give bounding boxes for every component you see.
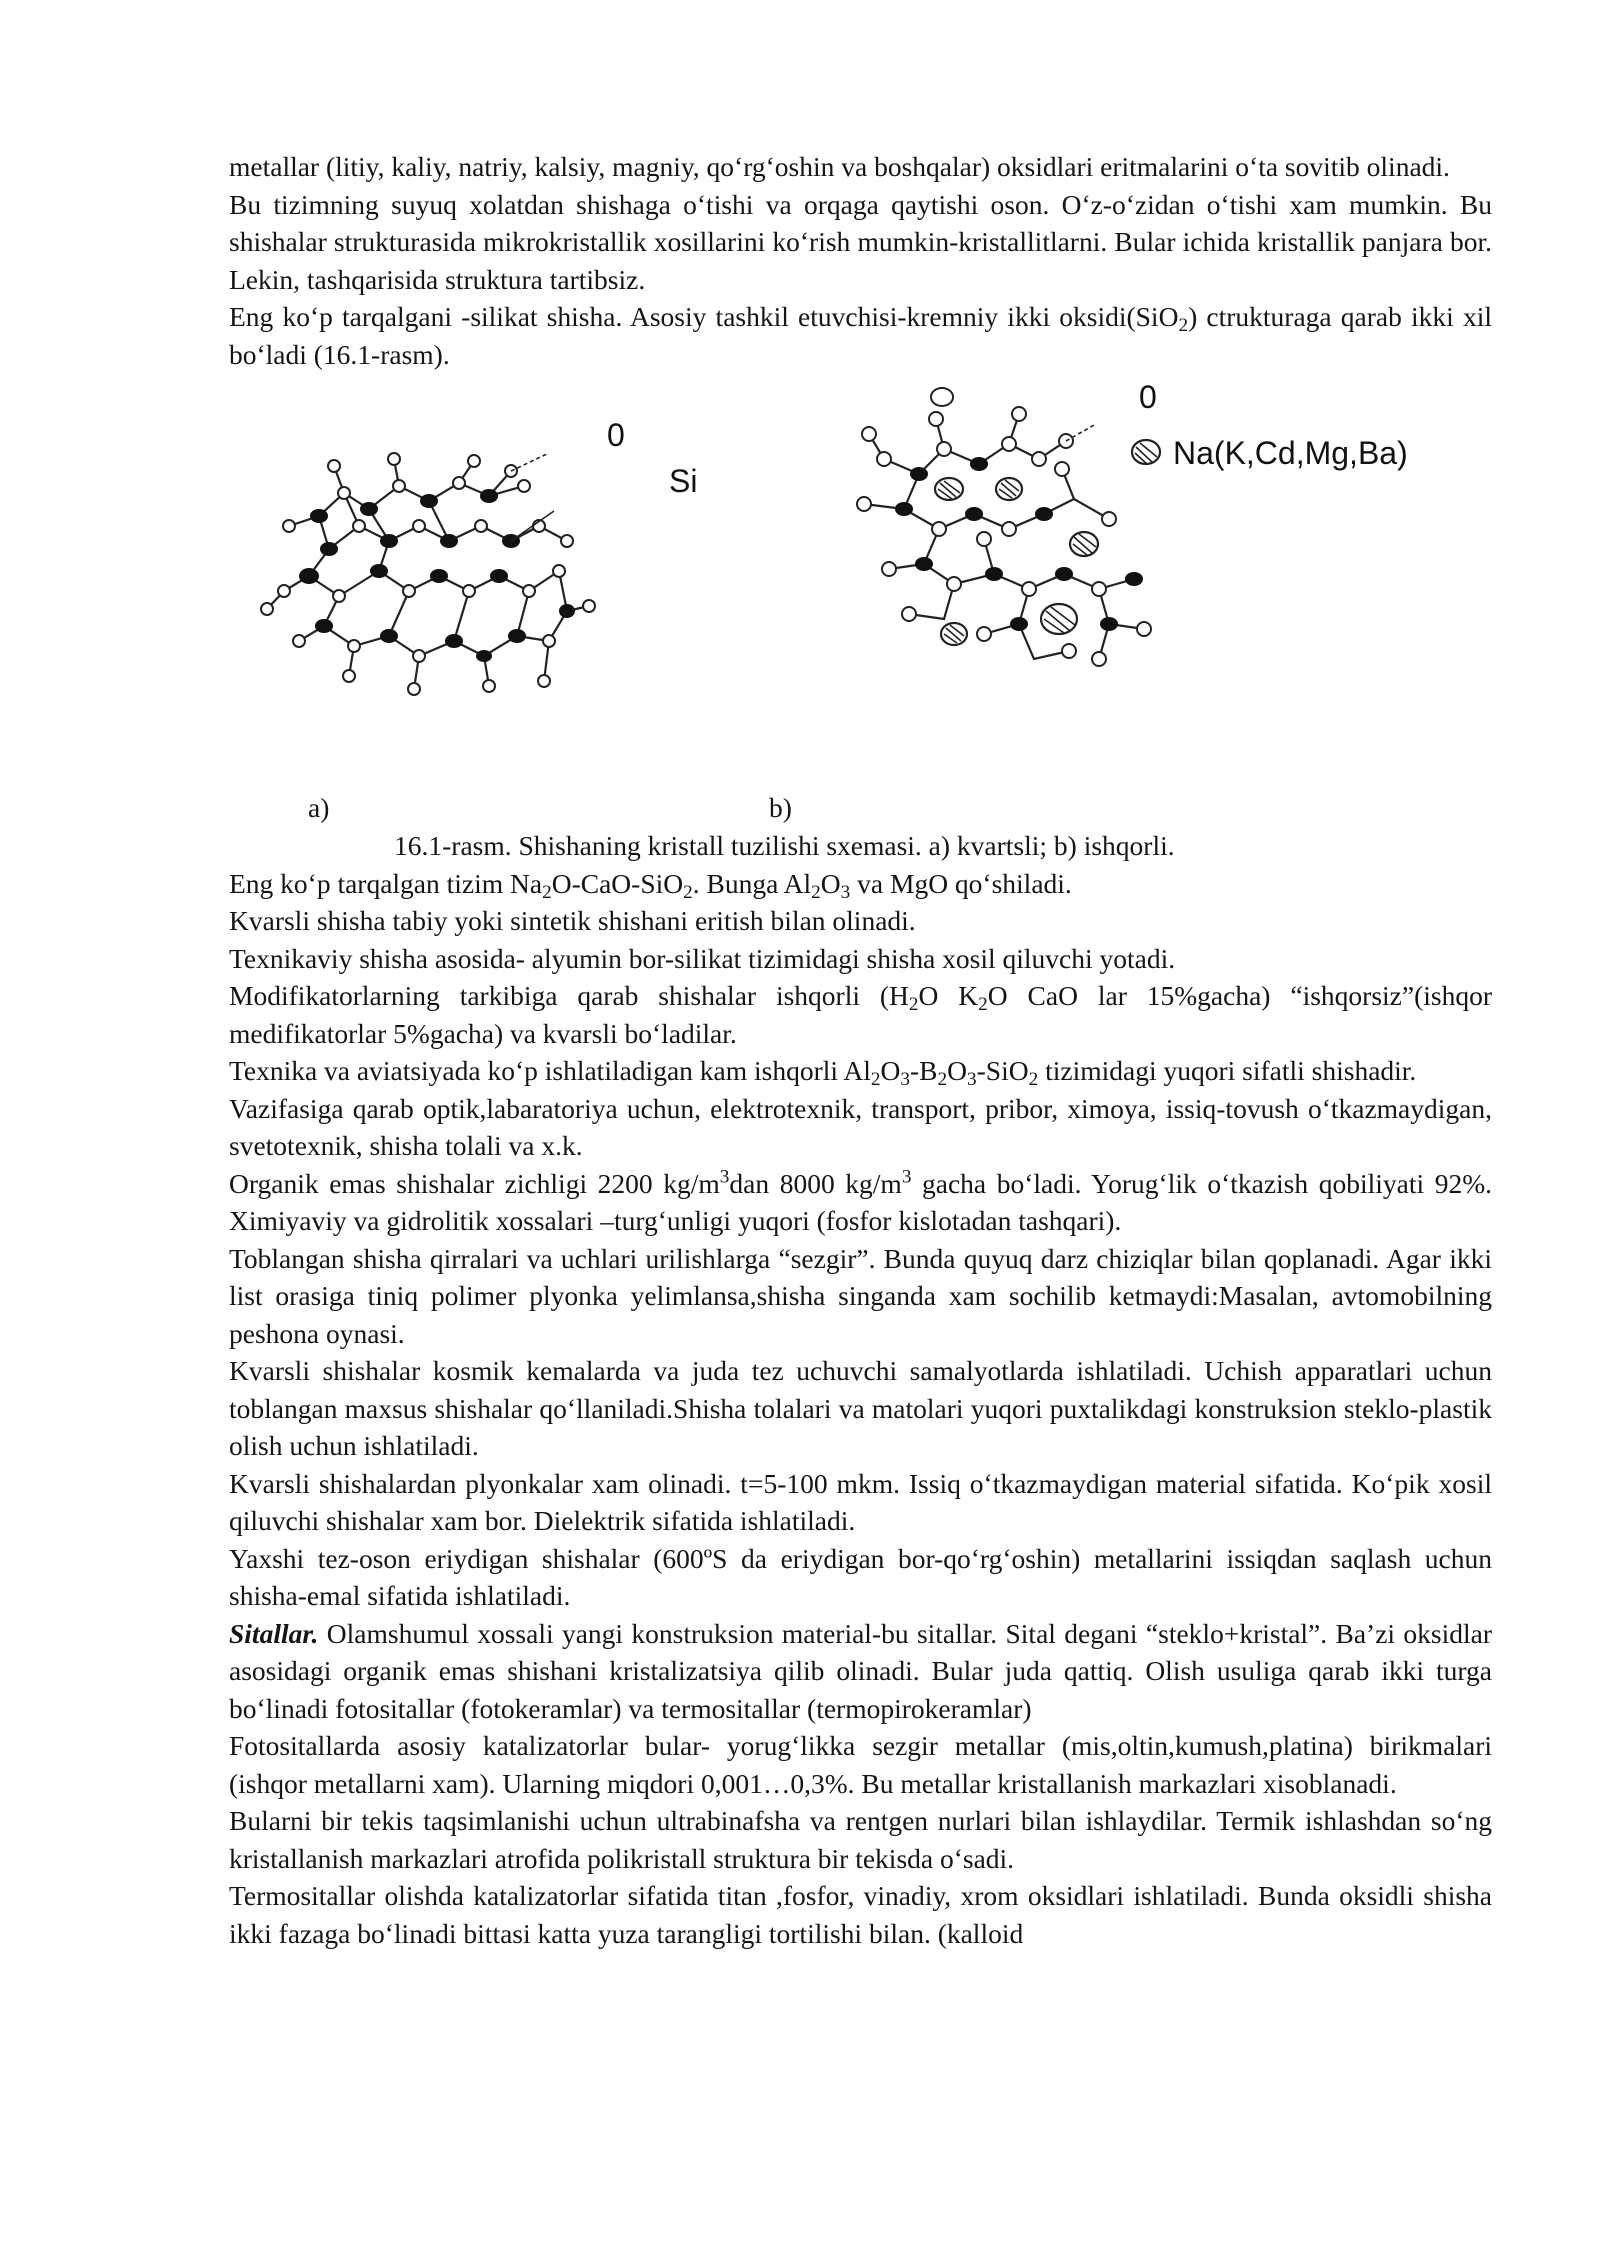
paragraph: Vazifasiga qarab optik,labaratoriya uchun, elektrotexnik, transport, pribor, ximoya, issiq-tovush o‘tkazmaydigan, svetotexnik, shisha tolali va x.k. [229, 1092, 1492, 1161]
paragraph: Bularni bir tekis taqsimlanishi uchun ultrabinafsha va rentgen nurlari bilan ishlaydilar. Termik ishlashdan so‘ng kristallanish markazlari atrofida polikristall struktura bir tekisda o‘sadi. [229, 1805, 1492, 1874]
paragraph: metallar (litiy, kaliy, natriy, kalsiy, magniy, qo‘rg‘oshin va boshqalar) oksidlari eritmalarini o‘ta sovitib olinadi. [229, 151, 1450, 182]
section-title: Sitallar. [229, 1617, 319, 1649]
alkali-structure-diagram [844, 379, 1204, 699]
paragraph: Texnikaviy shisha asosida- alyumin bor-silikat tizimidagi shisha xosil qiluvchi yotadi. [229, 942, 1176, 974]
sublabel-b: b) [769, 792, 792, 823]
paragraph: Bu tizimning suyuq xolatdan shishaga o‘tishi va orqaga qaytishi oson. O‘z-o‘zidan o‘tishi xam mumkin. Bu shishalar strukturasida mikrokristallik xosillarini ko‘rish mumkin-kristallitlarni. Bular ichida kristallik panjara bor. Lekin, tashqarisida struktura tartibsiz. [229, 188, 1492, 295]
paragraph: Kvarsli shisha tabiy yoki sintetik shishani eritish bilan olinadi. [229, 905, 916, 936]
figure-16-1 [229, 379, 1492, 789]
figure-caption: 16.1-rasm. Shishaning kristall tuzilishi sxemasi. a) kvartsli; b) ishqorli. [394, 830, 1175, 861]
paragraph-modifiers: Modifikatorlarning tarkibiga qarab shishalar ishqorli ($H_2O$ $K_2O$ CaO lar 15%gacha) “ishqorsiz”(ishqor medifikatorlar 5%gacha) va kvarsli bo‘ladilar. [229, 980, 1492, 1049]
document-page [229, 148, 1492, 1952]
paragraph: Fotositallarda asosiy katalizatorlar bular- yorug‘likka sezgir metallar (mis,oltin,kumush,platina) birikmalari (ishqor metallarni xam). Ularning miqdori 0,001…0,3%. Bu metallar kristallanish markazlari xisoblanadi. [229, 1730, 1492, 1799]
paragraph: Kvarsli shishalar kosmik kemalarda va juda tez uchuvchi samalyotlarda ishlatiladi. Uchish apparatlari uchun toblangan maxsus shishalar qo‘llaniladi.Shisha tolalari va matolari yuqori puxtalikdagi konstruksion steklo-plastik olish uchun ishlatiladi. [229, 1355, 1492, 1461]
cation-label: Na(K,Cd,Mg,Ba) [1173, 435, 1408, 471]
paragraph: Toblangan shisha qirralari va uchlari urilishlarga “sezgir”. Bunda quyuq darz chiziqlar bilan qoplanadi. Agar ikki list orasiga tiniq polimer plyonka yelimlansa,shisha singanda xam sochilib ketmaydi:Masalan, avtomobilning peshona oynasi. [229, 1242, 1492, 1349]
paragraph-sitallar: Sitallar. Olamshumul xossali yangi konstruksion material-bu sitallar. Sital degani “steklo+kristal”. Ba’zi oksidlar asosidagi organik emas shishani kristalizatsiya qilib olinadi. Bular juda qattiq. Olish usuliga qarab ikki turga bo‘linadi fotositallar (fotokeramlar) va termositallar (termopirokeramlar) [229, 1617, 1492, 1724]
paragraph-system: Eng ko‘p tarqalgan tizim $Na_2O-CaO-SiO_2$. Bunga $Al_2O_3$ va MgO qo‘shiladi. [229, 867, 1072, 903]
paragraph-aviation: Texnika va aviatsiyada ko‘p ishlatiladigan kam ishqorli $Al_2O_3-B_2O_3-SiO_2$ tizimidagi yuqori sifatli shishadir. [229, 1055, 1417, 1090]
paragraph-silicate: Eng ko‘p tarqalgani -silikat shisha. Asosiy tashkil etuvchisi-kremniy ikki oksidi(SiO$_2$) ctrukturaga qarab ikki xil bo‘ladi (16.1-rasm). [229, 301, 1492, 370]
oxygen-label-right: 0 [1139, 379, 1157, 415]
paragraph: Termositallar olishda katalizatorlar sifatida titan ,fosfor, vinadiy, xrom oksidlari ishlatiladi. Bunda oksidli shisha ikki fazaga bo‘linadi bittasi katta yuza tarangligi tortilishi bilan. (kalloid [229, 1880, 1492, 1949]
cation-legend-icon [1129, 437, 1163, 467]
oxygen-label-left: 0 [607, 417, 625, 453]
sublabel-a: a) [308, 792, 330, 823]
paragraph: Yaxshi tez-oson eriydigan shishalar (600ºS da eriydigan bor-qo‘rg‘oshin) metallarini issiqdan saqlash uchun shisha-emal sifatida ishlatiladi. [229, 1542, 1492, 1611]
quartz-structure-diagram [249, 431, 669, 731]
figure-sublabels [229, 789, 1492, 827]
paragraph-density: Organik emas shishalar zichligi 2200 $kg/m^3dan$ 8000 $kg/m^3$ gacha bo‘ladi. Yorug‘lik o‘tkazish qobiliyati 92%. Ximiyaviy va gidrolitik xossalari –turg‘unligi yuqori (fosfor kislotadan tashqari). [229, 1165, 1492, 1236]
silicon-label: Si [669, 463, 698, 499]
paragraph: Kvarsli shishalardan plyonkalar xam olinadi. t=5-100 mkm. Issiq o‘tkazmaydigan material sifatida. Ko‘pik xosil qiluvchi shishalar xam bor. Dielektrik sifatida ishlatiladi. [229, 1467, 1492, 1536]
